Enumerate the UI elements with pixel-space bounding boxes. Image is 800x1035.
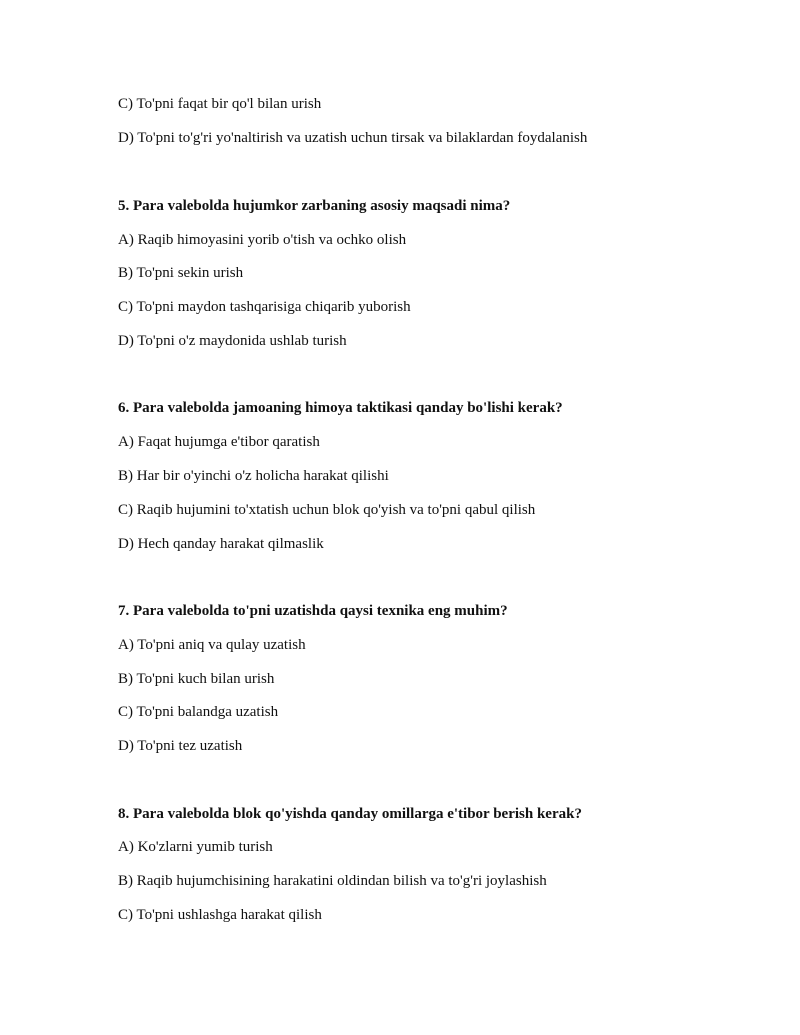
answer-option-5c: C) To'pni maydon tashqarisiga chiqarib yuborish xyxy=(118,299,411,315)
answer-option-4d: D) To'pni to'g'ri yo'naltirish va uzatish uchun tirsak va bilaklardan foydalanish xyxy=(118,130,588,146)
question-7: 7. Para valebolda to'pni uzatishda qaysi texnika eng muhim? xyxy=(118,603,508,619)
question-5: 5. Para valebolda hujumkor zarbaning asosiy maqsadi nima? xyxy=(118,198,511,214)
answer-option-8c: C) To'pni ushlashga harakat qilish xyxy=(118,907,322,923)
answer-option-7d: D) To'pni tez uzatish xyxy=(118,738,243,754)
answer-option-6c: C) Raqib hujumini to'xtatish uchun blok qo'yish va to'pni qabul qilish xyxy=(118,502,536,518)
answer-option-6a: A) Faqat hujumga e'tibor qaratish xyxy=(118,434,320,450)
answer-option-8a: A) Ko'zlarni yumib turish xyxy=(118,839,273,855)
answer-option-6b: B) Har bir o'yinchi o'z holicha harakat qilishi xyxy=(118,468,389,484)
answer-option-5b: B) To'pni sekin urish xyxy=(118,265,244,281)
answer-option-6d: D) Hech qanday harakat qilmaslik xyxy=(118,536,324,552)
answer-option-7b: B) To'pni kuch bilan urish xyxy=(118,671,275,687)
answer-option-7c: C) To'pni balandga uzatish xyxy=(118,704,279,720)
question-8: 8. Para valebolda blok qo'yishda qanday omillarga e'tibor berish kerak? xyxy=(118,806,582,822)
answer-option-7a: A) To'pni aniq va qulay uzatish xyxy=(118,637,306,653)
answer-option-5a: A) Raqib himoyasini yorib o'tish va ochko olish xyxy=(118,232,407,248)
answer-option-5d: D) To'pni o'z maydonida ushlab turish xyxy=(118,333,347,349)
question-6: 6. Para valebolda jamoaning himoya taktikasi qanday bo'lishi kerak? xyxy=(118,400,563,416)
answer-option-8b: B) Raqib hujumchisining harakatini oldindan bilish va to'g'ri joylashish xyxy=(118,873,547,889)
answer-option-4c: C) To'pni faqat bir qo'l bilan urish xyxy=(118,96,322,112)
